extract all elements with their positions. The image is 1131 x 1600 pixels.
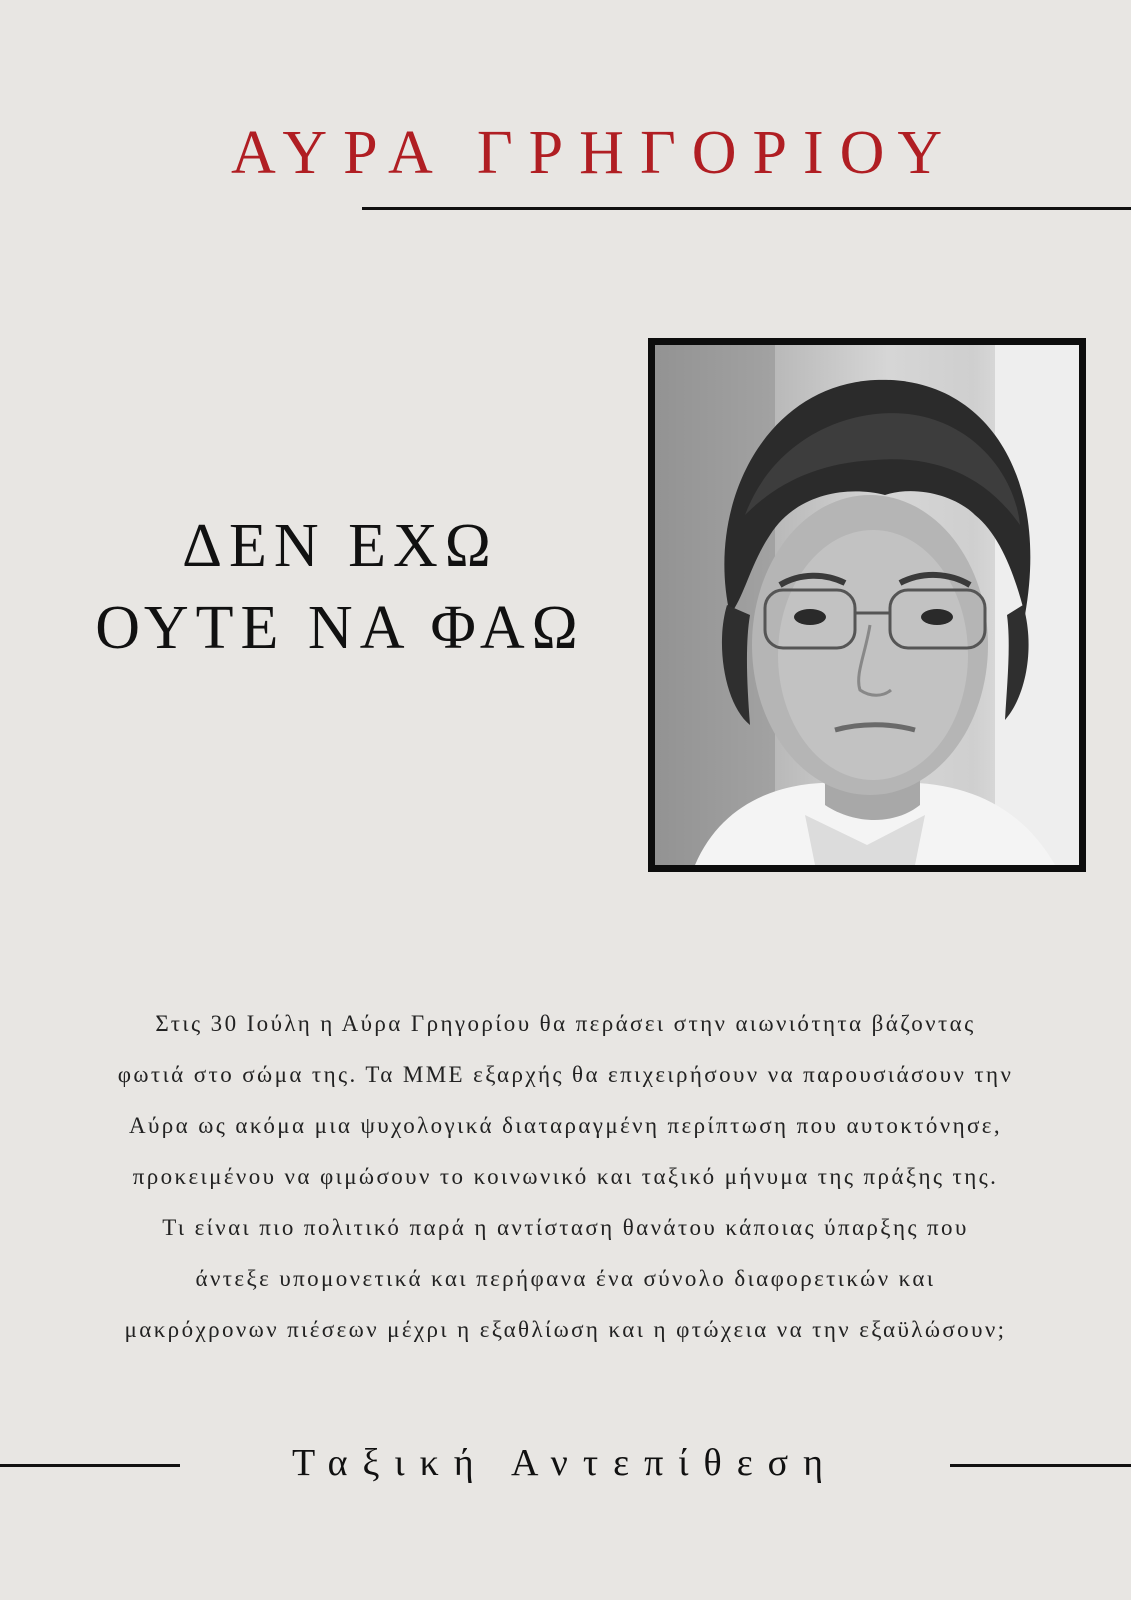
body-line: Τι είναι πιο πολιτικό παρά η αντίσταση θανάτου κάποιας ύπαρξης που <box>162 1215 969 1240</box>
headline-line-1: ΔΕΝ ΕΧΩ <box>182 512 498 580</box>
body-line: μακρόχρονων πιέσεων μέχρι η εξαθλίωση και η φτώχεια να την εξαϋλώσουν; <box>124 1317 1007 1342</box>
page-title: ΑΥΡΑ ΓΡΗΓΟΡΙΟΥ <box>231 119 959 187</box>
body-line: Στις 30 Ιούλη η Αύρα Γρηγορίου θα περάσει στην αιωνιότητα βάζοντας <box>155 1011 976 1036</box>
footer-rule-right <box>950 1464 1131 1467</box>
footer-signature: Ταξική Αντεπίθεση <box>291 1442 839 1484</box>
portrait-photo <box>648 338 1086 872</box>
body-line: προκειμένου να φιμώσουν το κοινωνικό και ταξικό μήνυμα της πράξης της. <box>132 1164 999 1189</box>
title-underline <box>362 207 1131 210</box>
body-line: άντεξε υπομονετικά και περήφανα ένα σύνολο διαφορετικών και <box>195 1266 936 1291</box>
headline-line-2: ΟΥΤΕ ΝΑ ΦΑΩ <box>95 594 585 662</box>
body-line: Αύρα ως ακόμα μια ψυχολογικά διαταραγμένη περίπτωση που αυτοκτόνησε, <box>128 1113 1003 1138</box>
body-paragraph <box>20 998 1111 1355</box>
body-line: φωτιά στο σώμα της. Τα ΜΜΕ εξαρχής θα επιχειρήσουν να παρουσιάσουν την <box>117 1062 1014 1087</box>
portrait-illustration <box>655 345 1079 865</box>
footer-rule-left <box>0 1464 180 1467</box>
